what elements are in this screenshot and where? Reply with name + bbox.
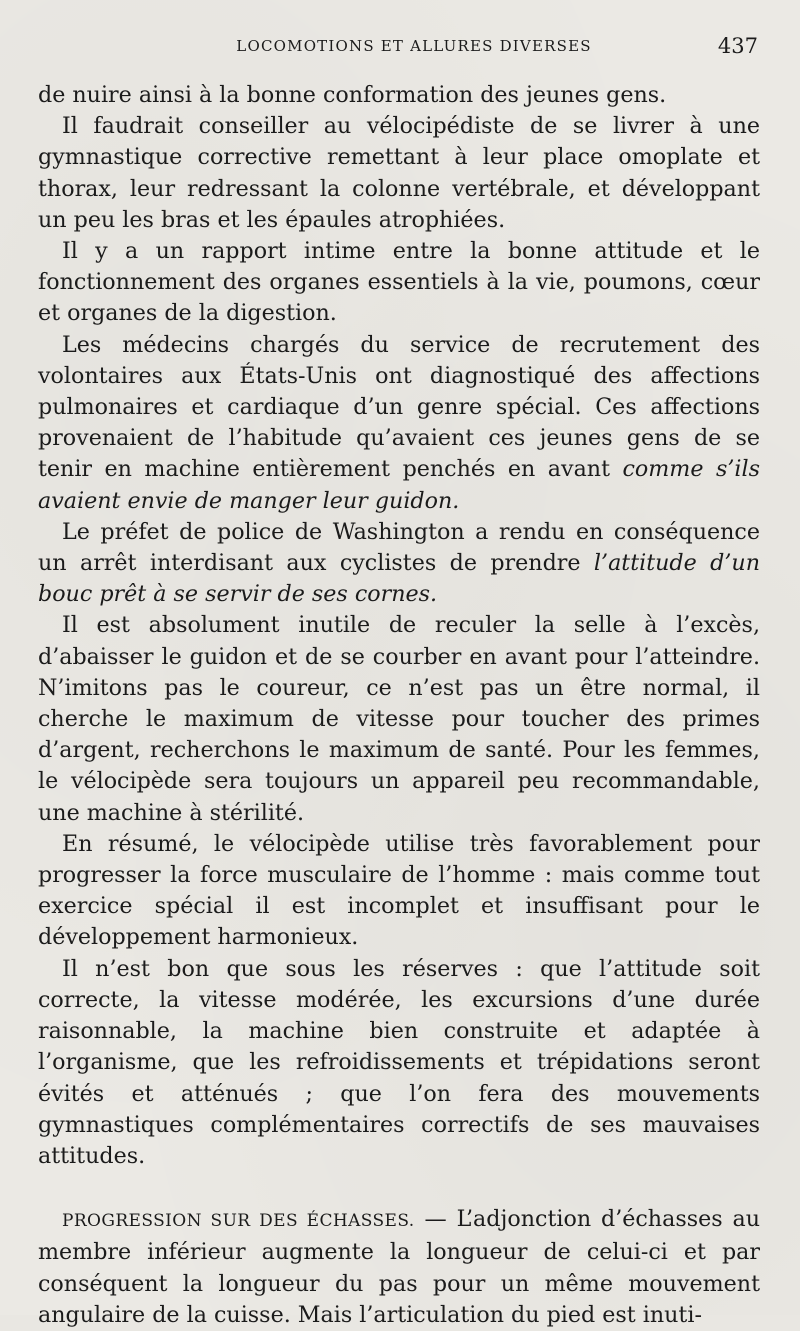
paragraph-prefet-text: Le préfet de police de Washington a rendu en conséquence un arrêt interdisant aux cyclistes de prendre <box>38 518 760 577</box>
section-spacer <box>38 1172 760 1204</box>
paragraph-gymnastique: Il faudrait conseiller au vélocipédiste de se livrer à une gymnastique corrective remettant à leur place omoplate et thorax, leur redressant la colonne vertébrale, et développant un peu les bras et les épaules atrophiées. <box>38 113 760 233</box>
page-number: 437 <box>717 34 758 58</box>
paragraph-inutile: Il est absolument inutile de reculer la selle à l’excès, d’abaisser le guidon et de se courber en avant pour l’atteindre. N’imitons pas le coureur, ce n’est pas un être normal, il cherche le maximum de vitesse pour toucher des primes d’argent, recherchons le maximum de santé. Pour les femmes, le vélocipède sera toujours un appareil peu recommandable, une machine à stérilité. <box>38 612 760 826</box>
paragraph-medecins-text: Les médecins chargés du service de recrutement des volontaires aux États-Unis ont diagnostiqué des affections pulmonaires et cardiaque d’un genre spécial. Ces affections provenaient de l’habitude qu’avaient ces jeunes gens de se tenir en machine entièrement penchés en avant <box>38 331 760 483</box>
paragraph-medecins-italic: comme s’ils avaient envie de manger leur guidon. <box>38 456 760 514</box>
section-dash: — <box>414 1206 457 1233</box>
running-title: LOCOMOTIONS ET ALLURES DIVERSES <box>236 37 592 55</box>
paragraph-reserves: Il n’est bon que sous les réserves : que l’attitude soit correcte, la vitesse modérée, les excursions d’une durée raisonnable, la machine bien construite et adaptée à l’organisme, que les refroidissements et trépidations seront évités et atténués ; que l’on fera des mouvements gymnastiques complémentaires correctifs de ses mauvaises attitudes. <box>38 955 760 1169</box>
paragraph-medecins <box>38 330 760 517</box>
paragraph-echasses <box>38 1204 760 1331</box>
paragraph-rapport-intime: Il y a un rapport intime entre la bonne attitude et le fonctionnement des organes essentiels à la vie, poumons, cœur et organes de la digestion. <box>38 238 760 327</box>
paragraph-prefet-italic: l’attitude d’un bouc prêt à se servir de ses cornes. <box>38 550 760 608</box>
paragraph-continuation: de nuire ainsi à la bonne conformation des jeunes gens. <box>38 82 667 108</box>
section-heading: PROGRESSION SUR DES ÉCHASSES. <box>62 1211 415 1232</box>
running-head <box>38 34 760 56</box>
paragraph-resume: En résumé, le vélocipède utilise très favorablement pour progresser la force musculaire de l’homme : mais comme tout exercice spécial il est incomplet et insuffisant pour le développement harmonieux. <box>38 830 760 951</box>
section-text: L’adjonction d’échasses au membre inférieur augmente la longueur de celui-ci et par conséquent la longueur du pas pour un même mouvement angulaire de la cuisse. Mais l’articulation du pied est inuti- <box>38 1206 761 1328</box>
paragraph-prefet <box>38 517 760 611</box>
body-text <box>38 80 760 1331</box>
